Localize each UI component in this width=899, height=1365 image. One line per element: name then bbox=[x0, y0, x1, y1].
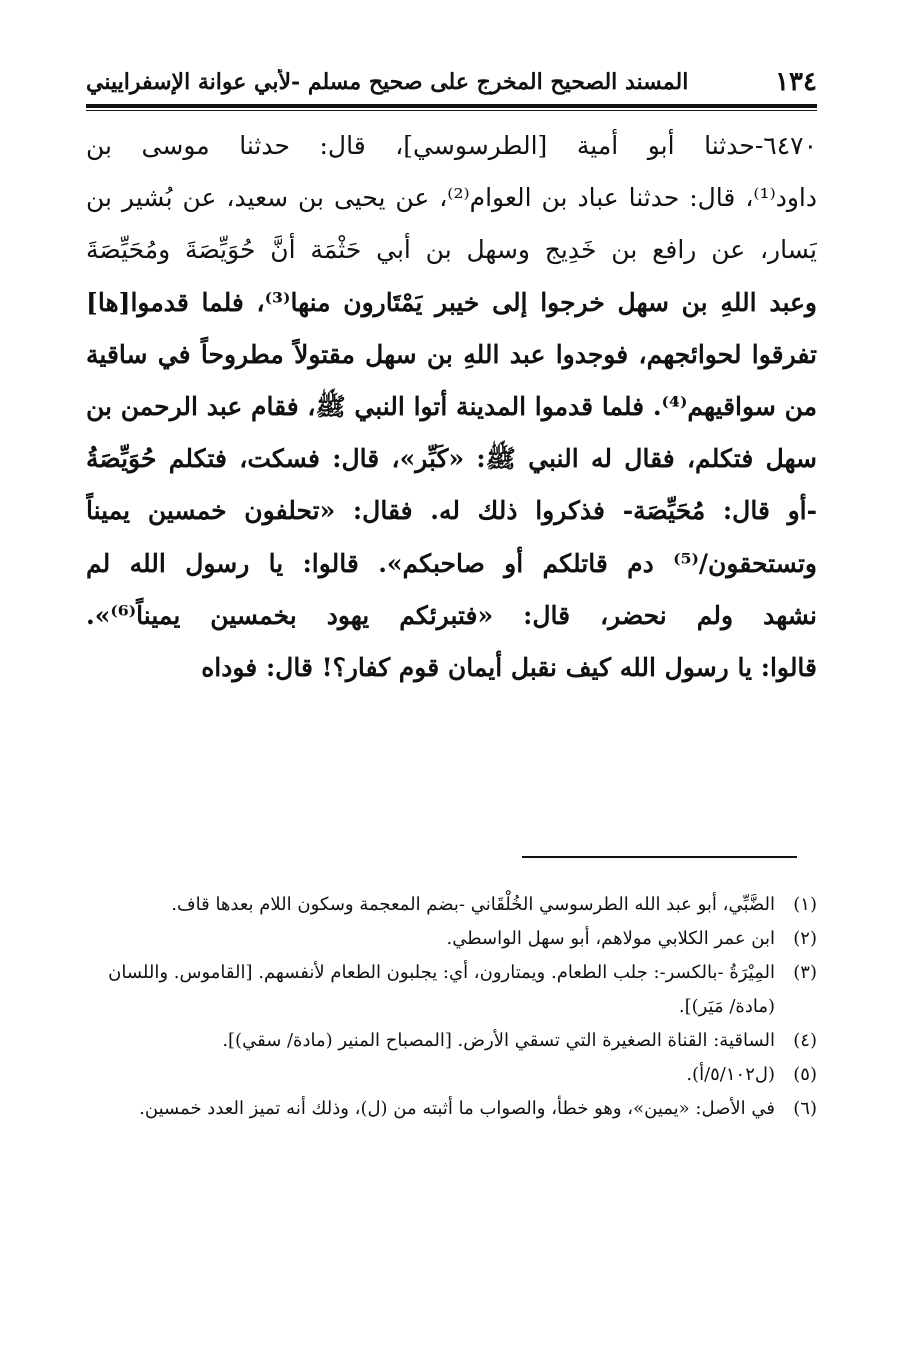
body-line: من سواقيهم⁽⁴⁾. فلما قدموا المدينة أتوا النبي ﷺ، فقام عبد الرحمن بن bbox=[86, 392, 817, 422]
body-line: -أو قال: مُحَيِّصَة- فذكروا ذلك له. فقال: «تحلفون خمسين يميناً bbox=[86, 496, 817, 526]
body-line: داود⁽¹⁾، قال: حدثنا عباد بن العوام⁽²⁾، عن يحيى بن سعيد، عن بُشير بن bbox=[86, 183, 817, 213]
header-rule-thin bbox=[86, 110, 817, 111]
footnote bbox=[86, 956, 817, 1024]
footnote-number: (١) bbox=[793, 894, 817, 915]
footnote bbox=[86, 888, 817, 922]
footnote-number: (٢) bbox=[793, 928, 817, 949]
body-line: نشهد ولم نحضر، قال: «فتبرئكم يهود بخمسين يميناً⁽⁶⁾». bbox=[86, 600, 817, 630]
footnotes bbox=[86, 888, 817, 1126]
body-line: وعبد اللهِ بن سهل خرجوا إلى خيبر يَمْتَارون منها⁽³⁾، فلما قدموا[ها] bbox=[86, 287, 817, 317]
body-line: تفرقوا لحوائجهم، فوجدوا عبد اللهِ بن سهل مقتولاً مطروحاً في ساقية bbox=[86, 339, 817, 369]
header-rule-thick bbox=[86, 104, 817, 108]
body-line: سهل فتكلم، فقال له النبي ﷺ: «كَبِّر»، قال: فسكت، فتكلم حُوَيِّصَةُ bbox=[86, 444, 817, 474]
footnote-text: في الأصل: «يمين»، وهو خطأ، والصواب ما أثبته من (ل)، وذلك أنه تميز العدد خمسين. bbox=[139, 1098, 775, 1119]
footnote-text: المِيْرَةُ -بالكسر-: جلب الطعام. ويمتارون، أي: يجلبون الطعام لأنفسهم. [القاموس. واللسان (مادة/ مَيَر)]. bbox=[108, 962, 775, 1017]
footnote-number: (٣) bbox=[793, 962, 817, 983]
footnote bbox=[86, 922, 817, 956]
footnote-separator bbox=[522, 856, 797, 858]
hadith-text bbox=[86, 120, 817, 694]
footnote-text: الساقية: القناة الصغيرة التي تسقي الأرض. [المصباح المنير (مادة/ سقي)]. bbox=[222, 1030, 775, 1051]
footnote bbox=[86, 1024, 817, 1058]
footnote-number: (٥) bbox=[793, 1064, 817, 1085]
body-line: ٦٤٧٠-حدثنا أبو أمية [الطرسوسي]، قال: حدثنا موسى بن bbox=[86, 131, 817, 160]
body-line: قالوا: يا رسول الله كيف نقبل أيمان قوم كفار؟! قال: فوداه bbox=[201, 653, 817, 683]
body-line: وتستحقون/⁽⁵⁾ دم قاتلكم أو صاحبكم». قالوا: يا رسول الله لم bbox=[86, 548, 817, 578]
body-line: يَسار، عن رافع بن خَدِيج وسهل بن أبي حَثْمَة أنَّ حُوَيِّصَةَ ومُحَيِّصَةَ bbox=[86, 235, 817, 265]
footnote-text: (ل٥/١٠٢/أ). bbox=[686, 1064, 775, 1085]
running-title: المسند الصحيح المخرج على صحيح مسلم -لأبي عوانة الإسفراييني bbox=[86, 69, 689, 95]
footnote bbox=[86, 1092, 817, 1126]
footnote-number: (٤) bbox=[793, 1030, 817, 1051]
footnote-number: (٦) bbox=[793, 1098, 817, 1119]
footnote-text: ابن عمر الكلابي مولاهم، أبو سهل الواسطي. bbox=[446, 928, 775, 949]
page-header bbox=[86, 62, 817, 102]
footnote bbox=[86, 1058, 817, 1092]
page-number: ١٣٤ bbox=[775, 67, 817, 97]
footnote-text: الضَّبِّي، أبو عبد الله الطرسوسي الخُلْقَاني -بضم المعجمة وسكون اللام بعدها قاف. bbox=[171, 894, 775, 915]
